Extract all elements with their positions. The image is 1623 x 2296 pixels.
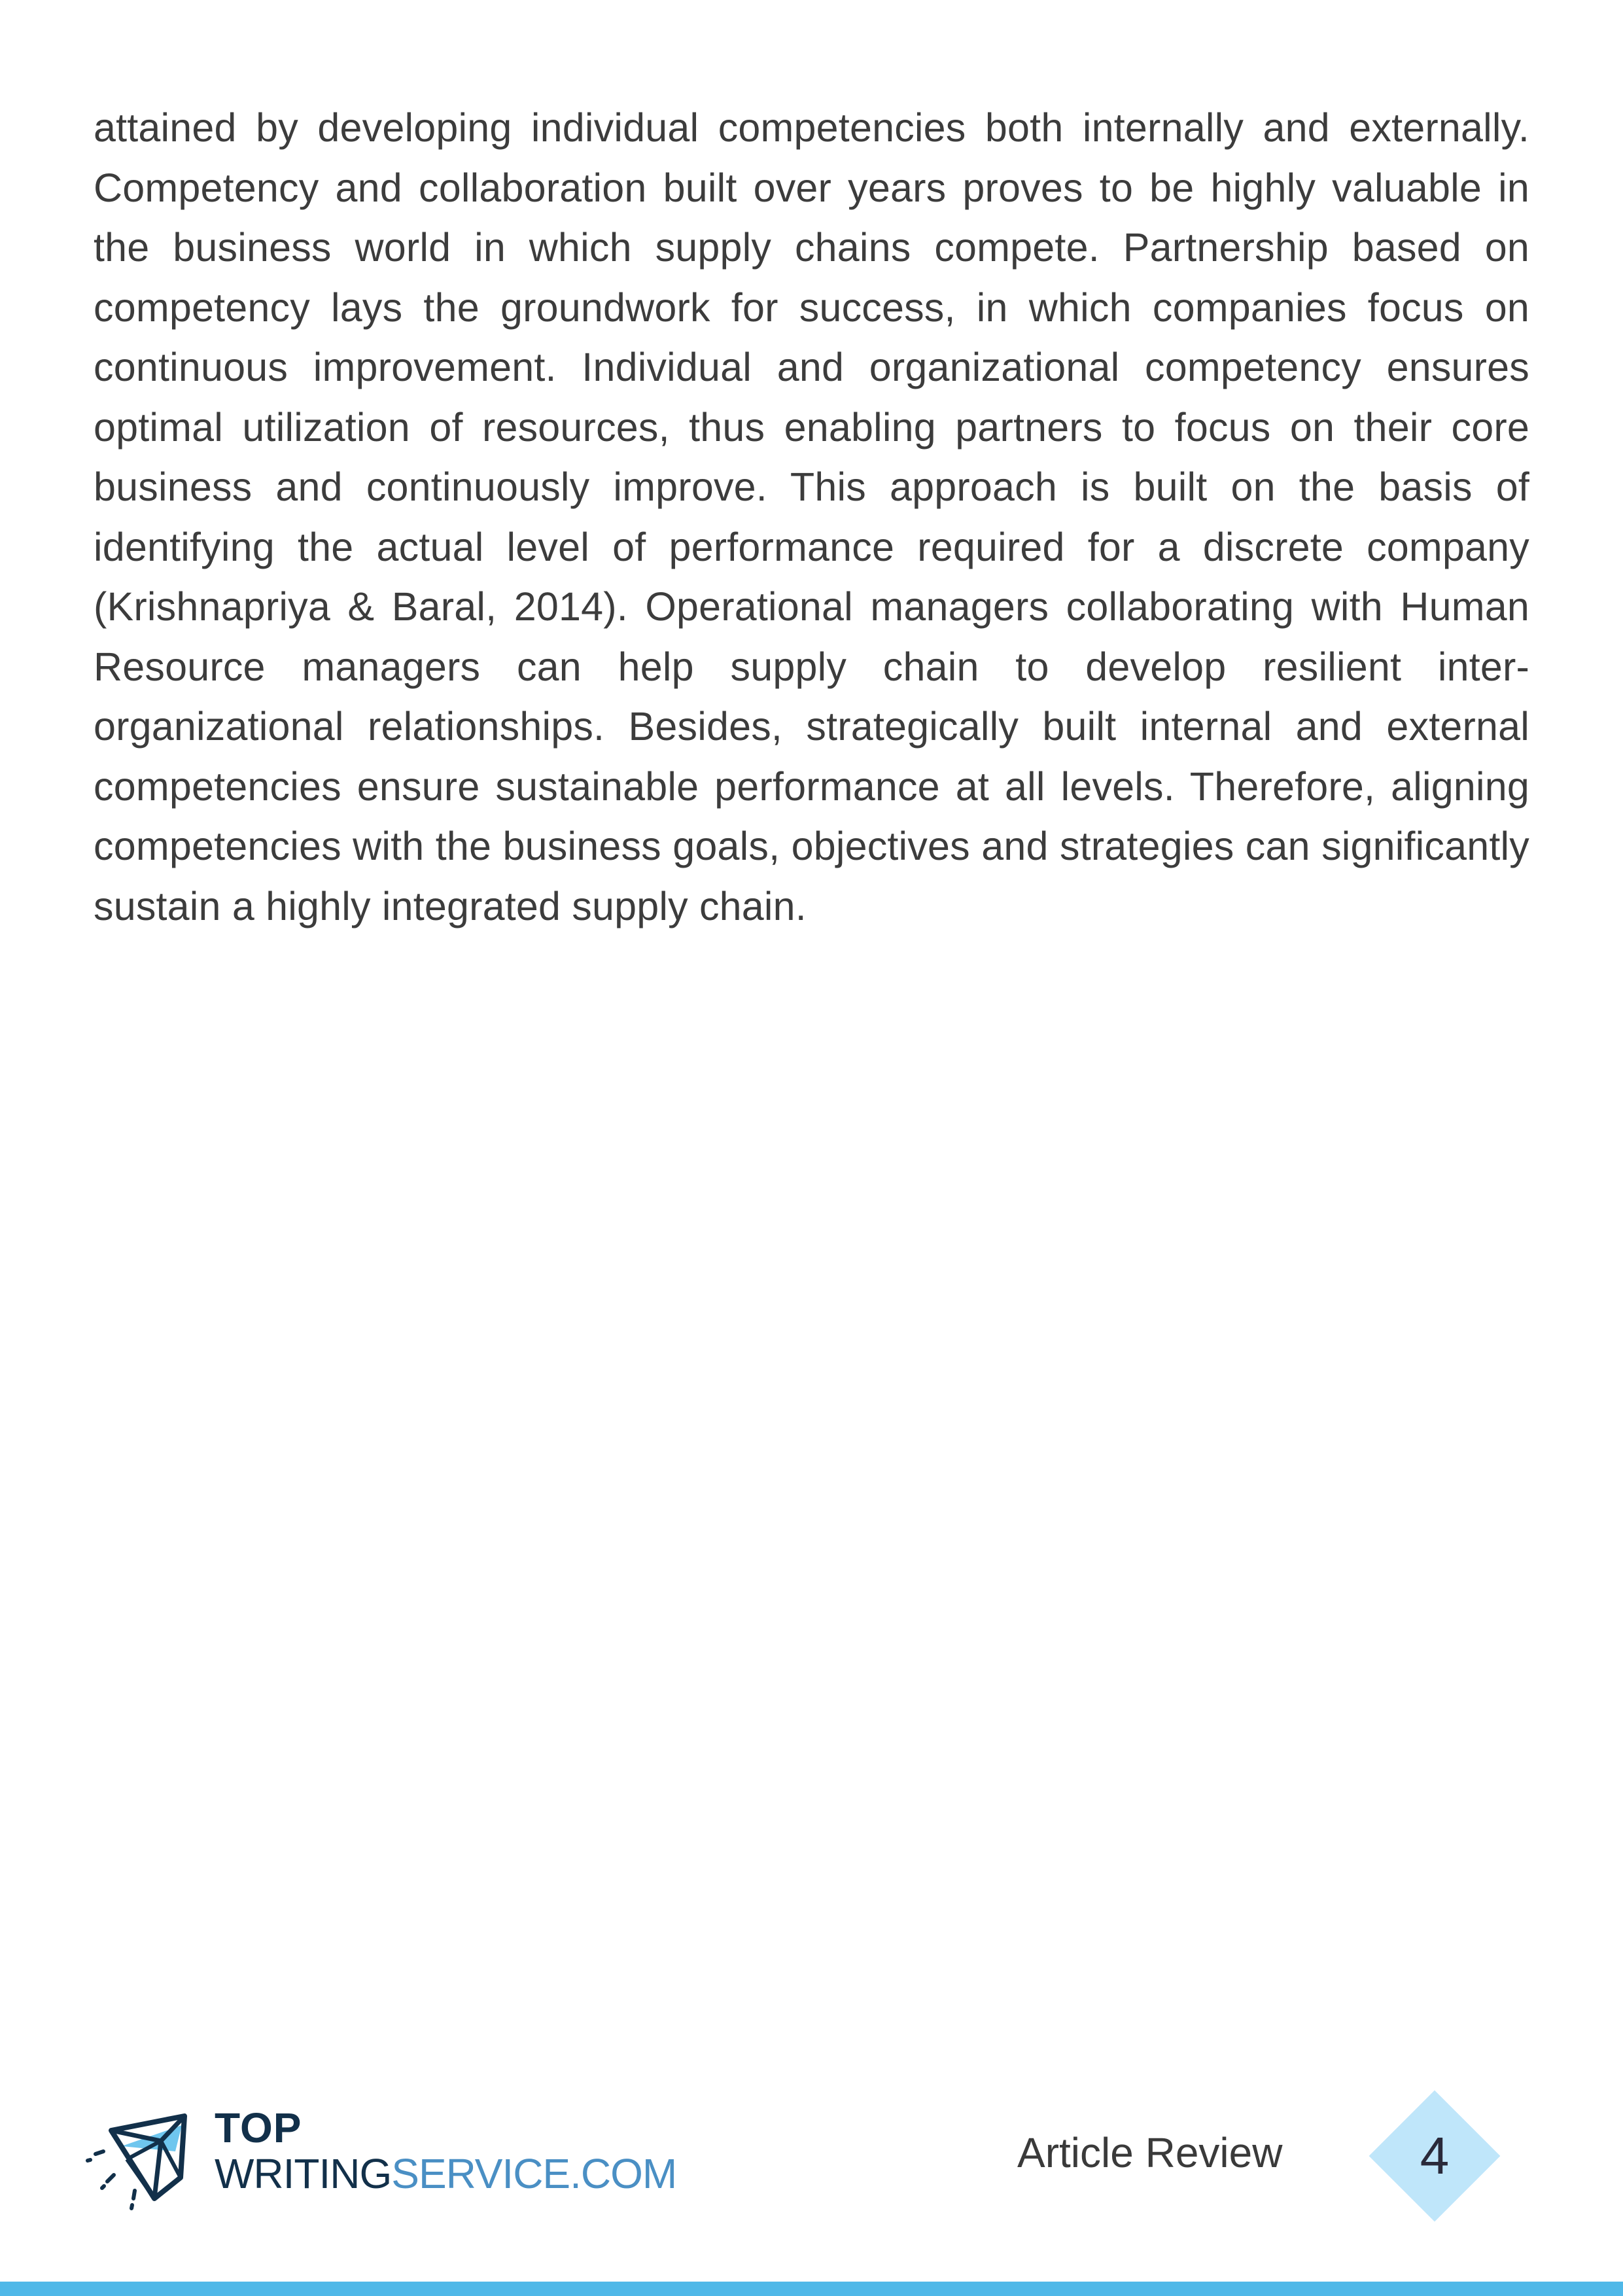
document-type-label: Article Review <box>1017 2129 1283 2176</box>
logo-wordmark <box>215 2106 676 2197</box>
logo-top-word: TOP <box>215 2104 302 2151</box>
body-paragraph: attained by developing individual competencies both internally and externally. Competency and collaboration built over years proves to be highly valuable in the business world in which supply chains compete. Partnership based on competency lays the groundwork for success, in which companies focus on continuous improvement. Individual and organizational competency ensures optimal utilization of resources, thus enabling partners to focus on their core business and continuously improve. This approach is built on the basis of identifying the actual level of performance required for a discrete company (Krishnapriya & Baral, 2014). Operational managers collaborating with Human Resource managers can help supply chain to develop resilient inter-organizational relationships. Besides, strategically built internal and external competencies ensure sustainable performance at all levels. Therefore, aligning competencies with the business goals, objectives and strategies can significantly sustain a highly integrated supply chain. <box>94 105 1529 928</box>
logo-bottom-line <box>215 2150 676 2197</box>
logo-bottom-light: SERVICE.COM <box>391 2150 677 2197</box>
page-number: 4 <box>1420 2127 1450 2185</box>
footer-logo <box>84 2100 677 2218</box>
diamond-logo-icon <box>84 2100 195 2212</box>
logo-bottom-bold: WRITING <box>215 2150 392 2197</box>
footer-accent-bar <box>0 2282 1623 2296</box>
page-number-badge <box>1369 2091 1500 2221</box>
